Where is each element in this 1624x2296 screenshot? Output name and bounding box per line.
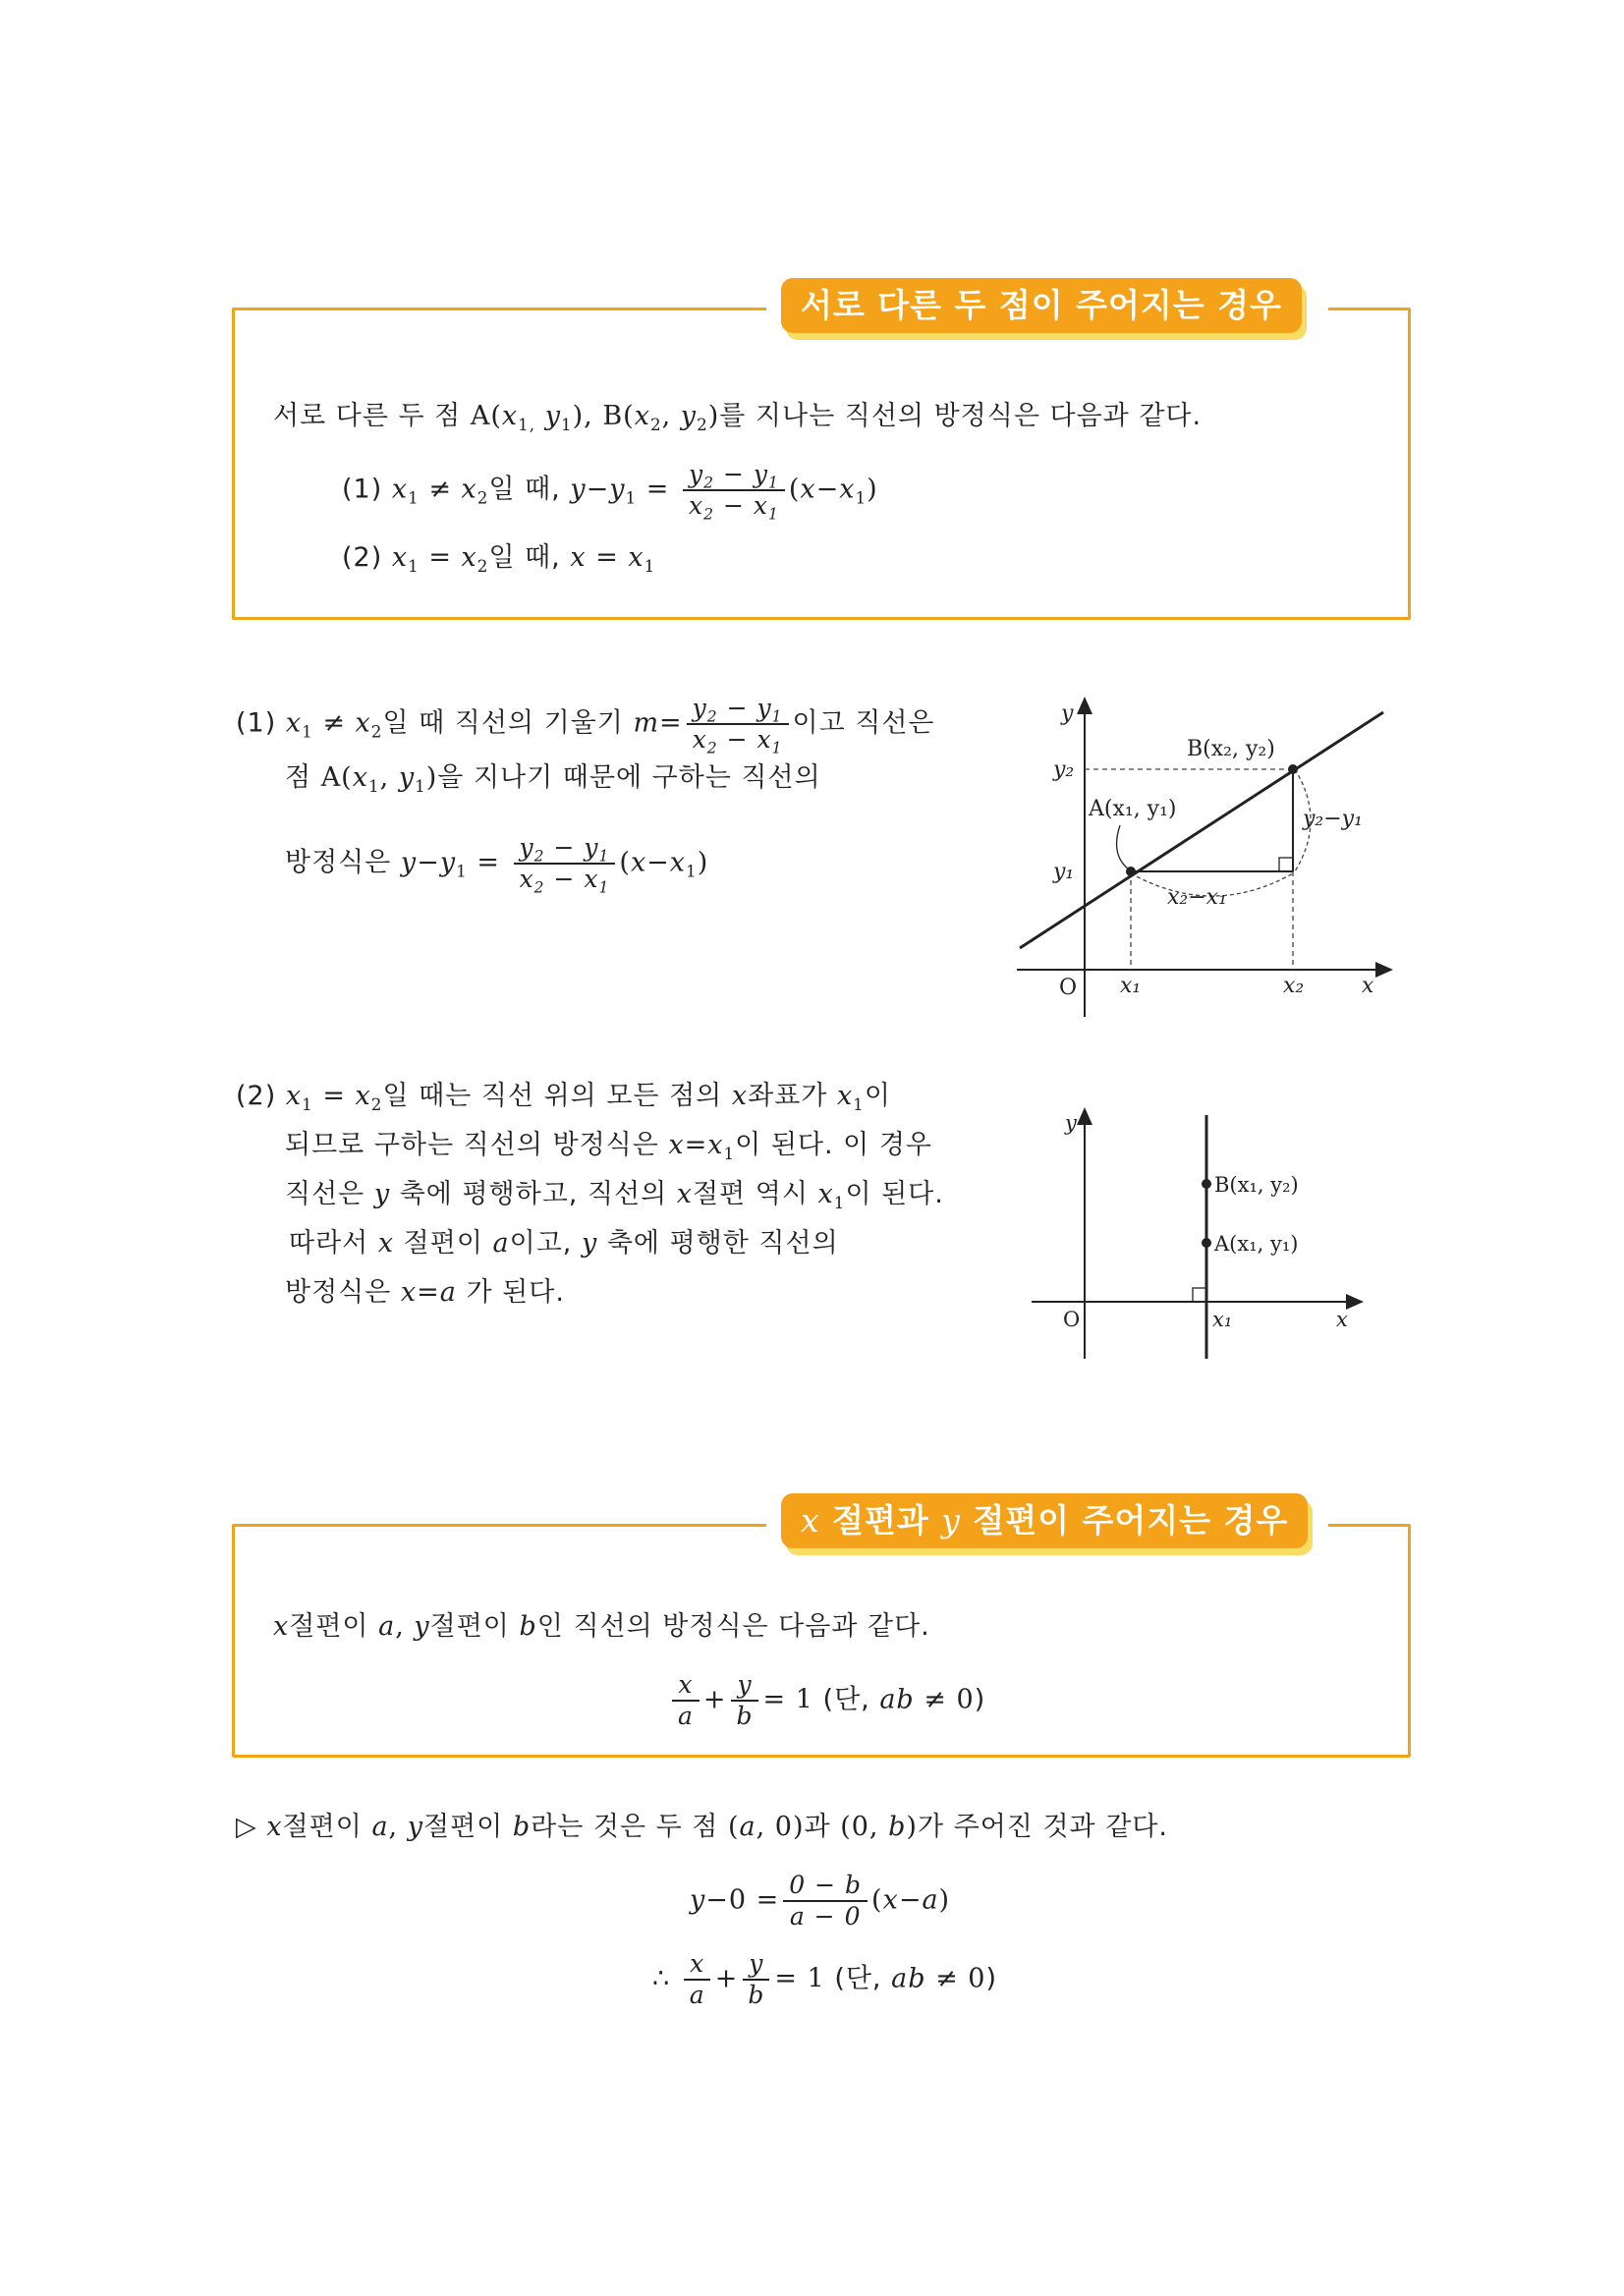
- note-e: 가 주어진 것과 같다.: [917, 1812, 1168, 1842]
- explain-1-text-2: 이고 직선은: [792, 707, 935, 739]
- fig2-point-b: [1202, 1179, 1211, 1189]
- fig2-x-label: x: [1336, 1308, 1348, 1331]
- case-2-when: 일 때,: [488, 542, 561, 573]
- note-x-over-a: $\frac{x}{a}$: [684, 1949, 711, 2010]
- point-b-label: B: [602, 401, 624, 431]
- fig2-b-label: B(x₁, y₂): [1214, 1173, 1299, 1197]
- explain-1-line-2: 점 $A(x_1$, $y_1$)을 지나기 때문에 구하는 직선의: [285, 762, 821, 796]
- section-title-intercepts: x 절편과 y 절편이 주어지는 경우: [781, 1493, 1308, 1548]
- note-d: 과: [804, 1812, 831, 1842]
- explain-1-label: (1): [236, 707, 277, 739]
- explain-2-l2a: 되므로 구하는 직선의 방정식은: [285, 1130, 659, 1160]
- intercept-cond-close: ): [974, 1684, 986, 1715]
- fig1-tick-x2: x₂: [1283, 974, 1305, 998]
- section2-title-part2: 절편이 주어지는 경우: [973, 1501, 1289, 1540]
- fig1-y-label: y: [1061, 701, 1074, 726]
- note-marker: ▷: [236, 1812, 257, 1842]
- explain-2-l5a: 방정식은: [285, 1277, 392, 1308]
- fig1-origin-label: O: [1059, 976, 1078, 1000]
- explain-1-line-1: (1) $x_1 \ne x_2$일 때 직선의 기울기 m= $\frac{y_2 - y_1}{x_2 - x_1}$ 이고 직선은: [236, 694, 935, 757]
- explain-2-l4a: 따라서: [289, 1228, 369, 1259]
- explain-1-text-1: 일 때 직선의 기울기: [382, 707, 624, 739]
- fig2-point-a: [1202, 1238, 1211, 1248]
- case-1-label: (1): [342, 474, 383, 505]
- explain-1-text-3: 점: [285, 762, 312, 793]
- note-slope-fraction: $\frac{0 - b}{a - 0}$: [783, 1871, 868, 1932]
- intercept-l1c: 인 직선의 방정식은 다음과 같다.: [536, 1611, 930, 1642]
- intercept-cond-open: (단,: [822, 1684, 870, 1715]
- explain-2-l1a: 일 때는 직선 위의 모든 점의: [382, 1081, 723, 1111]
- explain-2-line-5: 방정식은 x=a 가 된다.: [285, 1277, 565, 1308]
- section-title-two-points: [781, 278, 1302, 333]
- explain-2-l5b: 가 된다.: [466, 1277, 565, 1308]
- explain-2-l4d: 축에 평행한 직선의: [606, 1228, 839, 1259]
- fig2-origin-label: O: [1063, 1308, 1081, 1331]
- fig1-tick-x1: x₁: [1120, 974, 1142, 998]
- fig1-tick-y1: y₁: [1053, 860, 1075, 884]
- explain-2-l4b: 절편이: [403, 1228, 483, 1259]
- point-b: [1288, 764, 1298, 774]
- a-pointer: [1117, 825, 1129, 869]
- fig1-x-label: x: [1362, 974, 1374, 998]
- note-cond-close: ): [985, 1963, 998, 1994]
- explain-1-line-3: 방정식은 $y-y_1$ = $\frac{y_2 - y_1}{x_2 - x_1}$ $(x-x_1)$: [285, 833, 709, 897]
- formula-case-2: (2) $x_1 = x_2$일 때, $x = x_1$: [342, 542, 656, 576]
- explain-1-text-5: 방정식은: [285, 847, 392, 878]
- intro-suffix: 를 지나는 직선의 방정식은 다음과 같다.: [719, 401, 1203, 431]
- section-title-text: 서로 다른 두 점이 주어지는 경우: [801, 286, 1282, 324]
- case-1-when: 일 때,: [488, 474, 561, 505]
- slope-fraction: $\frac{y_2 - y_1}{x_2 - x_1}$: [683, 460, 785, 521]
- explain-1-fraction: $\frac{y_2 - y_1}{x_2 - x_1}$: [514, 833, 616, 894]
- note-result: ∴ $\frac{x}{a}$ + $\frac{y}{b}$ = 1 (단, ab ≠ 0): [652, 1949, 998, 2009]
- intro-prefix: 서로 다른 두 점: [273, 401, 462, 431]
- fig1-dx-label: x₂−x₁: [1167, 885, 1227, 910]
- note-cond-open: (단,: [834, 1963, 882, 1994]
- y-over-b: $\frac{y}{b}$: [731, 1670, 759, 1731]
- intro-line: 서로 다른 두 점 $A(x_{1,}$ $y_1$), $B(x_2$, $y_2$)를 지나는 직선의 방정식은 다음과 같다.: [273, 401, 1203, 434]
- section2-title-part1: 절편과: [832, 1501, 929, 1540]
- case-2-label: (2): [342, 542, 383, 573]
- fig1-b-label: B(x₂, y₂): [1187, 737, 1275, 761]
- fig1-tick-y2: y₂: [1053, 757, 1075, 782]
- fig2-a-label: A(x₁, y₁): [1214, 1232, 1299, 1256]
- intercept-intro: x절편이 a, y절편이 b인 직선의 방정식은 다음과 같다.: [273, 1611, 930, 1642]
- right-angle-mark: [1279, 858, 1293, 871]
- figure-vertical-line-graph: [1022, 1105, 1366, 1371]
- slope-m-fraction: $\frac{y_2 - y_1}{x_2 - x_1}$: [687, 694, 789, 755]
- explain-2-label: (2): [236, 1081, 277, 1111]
- explain-2-l1c: 이: [864, 1081, 891, 1111]
- therefore-symbol: ∴: [652, 1963, 671, 1994]
- intercept-formula: $\frac{x}{a}$ + $\frac{y}{b}$ = 1 (단, ab ≠ 0): [668, 1670, 985, 1731]
- explain-2-l2b: 이 된다. 이 경우: [735, 1130, 932, 1160]
- explain-2-line-1: (2) $x_1 = x_2$일 때는 직선 위의 모든 점의 x좌표가 $x_1$이: [236, 1081, 891, 1114]
- explain-2-l3c: 절편 역시: [693, 1179, 809, 1209]
- note-y-over-b: $\frac{y}{b}$: [742, 1949, 770, 2010]
- fig1-a-label: A(x₁, y₁): [1089, 797, 1177, 821]
- explain-2-line-2: 되므로 구하는 직선의 방정식은 $x=x_1$이 된다. 이 경우: [285, 1130, 932, 1163]
- figure-two-points-graph: [1012, 693, 1405, 1027]
- explain-2-line-4: 따라서 x 절편이 a이고, y 축에 평행한 직선의: [289, 1228, 839, 1259]
- fig2-right-angle-mark: [1193, 1288, 1206, 1302]
- fig2-y-label: y: [1065, 1111, 1077, 1135]
- intercept-l1a: 절편이: [289, 1611, 369, 1642]
- explain-1-text-4: 을 지나기 때문에 구하는 직선의: [437, 762, 821, 793]
- intercept-l1b: 절편이: [429, 1611, 510, 1642]
- note-derivation: y−0 = $\frac{0 - b}{a - 0}$ (x−a): [690, 1871, 951, 1931]
- explain-2-l3d: 이 된다.: [845, 1179, 944, 1209]
- explain-2-l3a: 직선은: [285, 1179, 365, 1209]
- explain-2-l3b: 축에 평행하고, 직선의: [399, 1179, 668, 1209]
- note-line: ▷ x절편이 a, y절편이 b라는 것은 두 점 (a, 0)과 (0, b)가 주어진 것과 같다.: [236, 1812, 1168, 1842]
- point-a-label: A: [470, 401, 491, 431]
- note-c: 라는 것은 두 점: [531, 1812, 719, 1842]
- note-a: 절편이: [282, 1812, 363, 1842]
- explain-2-l1b: 좌표가: [748, 1081, 828, 1111]
- explain-2-l4c: 이고,: [509, 1228, 573, 1259]
- x-over-a: $\frac{x}{a}$: [672, 1670, 700, 1731]
- explain-2-line-3: 직선은 y 축에 평행하고, 직선의 x절편 역시 $x_1$이 된다.: [285, 1179, 944, 1212]
- fig2-tick-x1: x₁: [1212, 1308, 1233, 1331]
- note-b: 절편이: [423, 1812, 504, 1842]
- fig1-dy-label: y₂−y₁: [1303, 807, 1363, 831]
- formula-case-1: (1) $x_1 \ne x_2$일 때, $y-y_1$ = $\frac{y_2 - y_1}{x_2 - x_1}$ $(x-x_1)$: [342, 460, 878, 524]
- point-a: [1126, 867, 1136, 876]
